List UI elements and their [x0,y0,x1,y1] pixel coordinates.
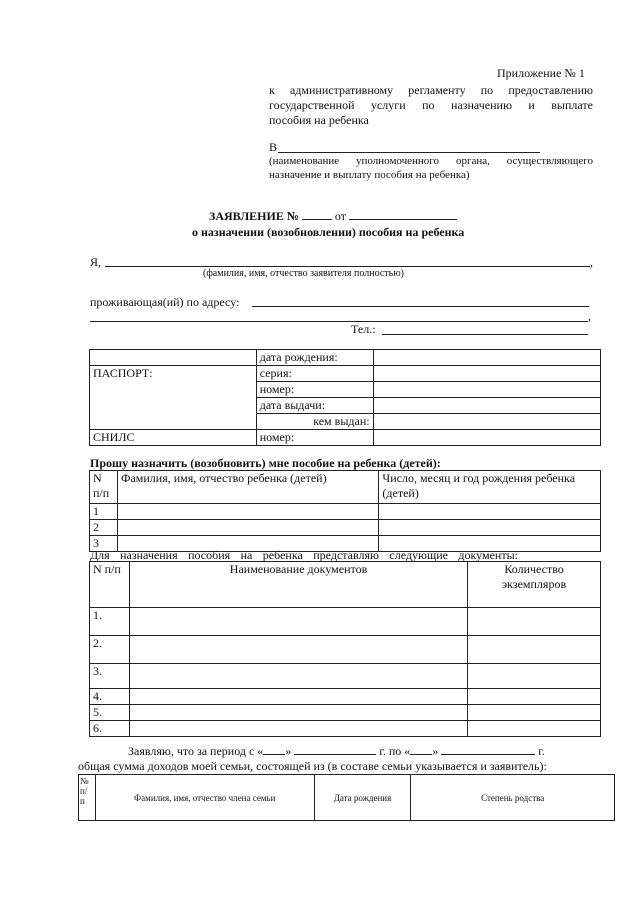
child-birthdate-field[interactable] [379,520,601,536]
documents-num-header: N п/п [90,562,130,608]
documents-intro: Для назначения пособия на ребенка представляю следующие документы: [90,548,518,562]
income-family-text: общая сумма доходов моей семьи, состоящей из (в составе семьи указывается и заявитель): [78,759,547,773]
snils-number-field[interactable] [373,430,600,446]
children-birthdate-header: Число, месяц и год рождения ребенка (детей) [379,471,601,504]
document-name-field[interactable] [129,664,467,689]
applicant-prefix: Я, [90,255,102,269]
title-from: от [334,209,346,223]
family-num-header: № п/ п [79,775,96,821]
document-qty-field[interactable] [468,636,601,664]
applicant-name-field[interactable] [105,266,590,267]
income-period-text: Заявляю, что за период с « [128,744,264,758]
applicant-name-hint: (фамилия, имя, отчество заявителя полностью) [203,268,405,279]
family-name-header: Фамилия, имя, отчество члена семьи [95,775,314,821]
statement-number-field[interactable] [302,219,332,220]
address-label: проживающая(ий) по адресу: [90,295,240,309]
passport-issue-date-label: дата выдачи: [256,398,373,414]
children-name-header: Фамилия, имя, отчество ребенка (детей) [117,471,378,504]
regulation-line-2: государственной услуги по назначению и выплате [269,98,593,112]
address-field-1[interactable] [252,306,589,307]
phone-field[interactable] [382,334,588,335]
regulation-line-3: пособия на ребенка [269,113,369,127]
document-qty-field[interactable] [468,689,601,705]
phone-label: Тел.: [351,322,376,336]
children-request: Прошу назначить (возобновить) мне пособие на ребенка (детей): [90,456,441,470]
passport-series-field[interactable] [373,366,600,382]
document-qty-field[interactable] [468,721,601,737]
table-row: 5. [90,705,601,721]
birthdate-field[interactable] [373,350,600,366]
document-name-field[interactable] [129,608,467,636]
period-to-month-field[interactable] [441,754,535,755]
passport-issue-date-field[interactable] [373,398,600,414]
document-qty-field[interactable] [468,705,601,721]
passport-issued-by-label: кем выдан: [256,414,373,430]
family-relation-header: Степень родства [411,775,615,821]
period-from-day-field[interactable] [263,754,285,755]
period-to-day-field[interactable] [410,754,432,755]
child-name-field[interactable] [117,504,378,520]
child-birthdate-field[interactable] [379,504,601,520]
table-row: 2. [90,636,601,664]
title-statement-number: ЗАЯВЛЕНИЕ № [209,209,299,223]
snils-number-label: номер: [256,430,373,446]
child-name-field[interactable] [117,520,378,536]
document-name-field[interactable] [129,636,467,664]
passport-label: ПАСПОРТ: [90,366,257,430]
table-row: 1. [90,608,601,636]
passport-number-label: номер: [256,382,373,398]
recipient-prefix: В [269,140,278,154]
document-name-field[interactable] [129,689,467,705]
document-name-field[interactable] [129,721,467,737]
recipient-note-2: назначение и выплату пособия на ребенка) [269,169,470,181]
documents-table [89,561,601,737]
table-row: 6. [90,721,601,737]
passport-number-field[interactable] [373,382,600,398]
document-name-field[interactable] [129,705,467,721]
family-birthdate-header: Дата рождения [314,775,411,821]
children-num-header: N п/п [90,471,118,504]
children-table [89,470,601,552]
snils-label: СНИЛС [90,430,257,446]
regulation-line-1: к административному регламенту по предоставлению [269,83,593,97]
address-field-2[interactable] [90,321,588,322]
passport-table [89,349,601,446]
passport-issued-by-field[interactable] [373,414,600,430]
period-from-month-field[interactable] [294,754,376,755]
documents-name-header: Наименование документов [129,562,467,608]
title-subject: о назначении (возобновлении) пособия на ребенка [192,225,465,239]
document-qty-field[interactable] [468,664,601,689]
document-qty-field[interactable] [468,608,601,636]
passport-birthdate-label: дата рождения: [256,350,373,366]
family-table [78,774,615,821]
table-row: 3 [90,536,601,552]
table-row: 1 [90,504,601,520]
table-row: 4. [90,689,601,705]
statement-date-field[interactable] [349,219,457,220]
appendix-label: Приложение № 1 [497,66,585,80]
recipient-field[interactable] [278,152,540,153]
passport-series-label: серия: [256,366,373,382]
table-row: 3. [90,664,601,689]
recipient-note-1: (наименование уполномоченного органа, осуществляющего [269,155,593,167]
documents-qty-header: Количество экземпляров [468,562,601,608]
table-row: 2 [90,520,601,536]
